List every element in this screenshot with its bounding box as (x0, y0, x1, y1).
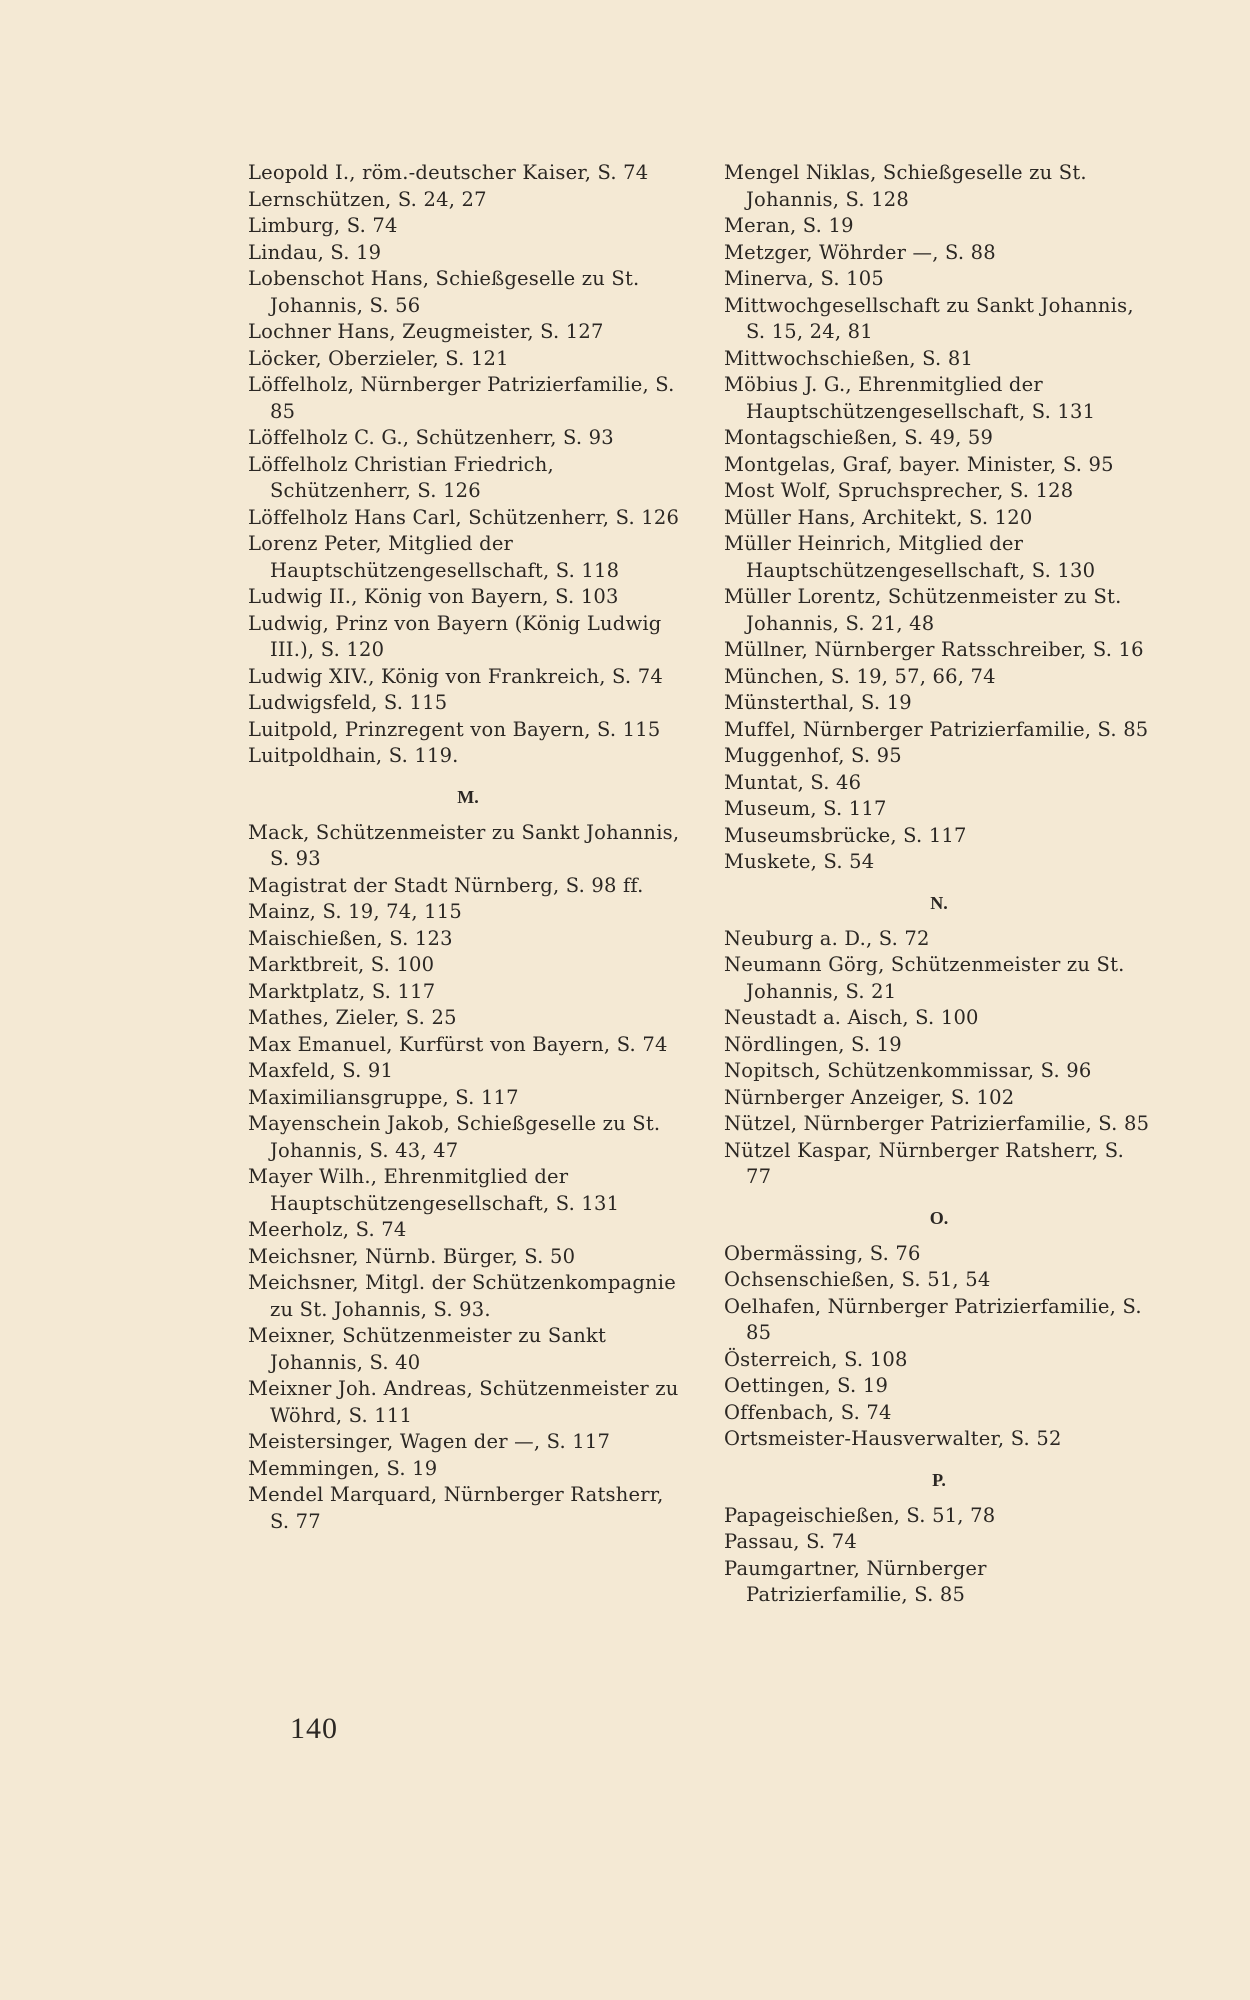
index-entry: Ludwig XIV., König von Frankreich, S. 74 (248, 664, 663, 688)
index-entry: Obermässing, S. 76 (724, 1241, 921, 1265)
index-entry: Mayenschein Jakob, Schießgeselle zu St. Johannis, S. 43, 47 (248, 1112, 661, 1162)
index-entry: Nürnberger Anzeiger, S. 102 (724, 1085, 1015, 1109)
index-entry: Muggenhof, S. 95 (724, 744, 902, 767)
index-entry: Ludwig II., König von Bayern, S. 103 (248, 585, 619, 608)
index-entry: Montagschießen, S. 49, 59 (724, 426, 994, 449)
index-entry: Neumann Görg, Schützenmeister zu St. Johannis, S. 21 (724, 953, 1125, 1003)
index-entry: Meran, S. 19 (724, 214, 854, 237)
index-entry: Lernschützen, S. 24, 27 (248, 187, 487, 211)
index-entry: Max Emanuel, Kurfürst von Bayern, S. 74 (248, 1032, 668, 1056)
index-entry: Löcker, Oberzieler, S. 121 (248, 346, 509, 370)
index-entry: Mittwochschießen, S. 81 (724, 346, 974, 370)
section-letter-heading: P. (932, 1469, 946, 1490)
index-entry: Minerva, S. 105 (724, 267, 884, 290)
index-entry: Löffelholz, Nürnberger Patrizierfamilie, S. 85 (248, 373, 675, 423)
index-entry: Müller Heinrich, Mitglied der Hauptschützengesellschaft, S. 130 (724, 532, 1096, 582)
index-entry: Oelhafen, Nürnberger Patrizierfamilie, S. 85 (724, 1294, 1142, 1344)
index-column-right (724, 160, 1154, 1609)
index-entry: Montgelas, Graf, bayer. Minister, S. 95 (724, 452, 1114, 476)
index-entry: Lindau, S. 19 (248, 240, 382, 264)
index-entry: Mendel Marquard, Nürnberger Ratsherr, S. 77 (248, 1483, 664, 1533)
index-entry: Muntat, S. 46 (724, 770, 862, 794)
index-entry: Münsterthal, S. 19 (724, 691, 912, 714)
index-entry: Mainz, S. 19, 74, 115 (248, 900, 462, 923)
index-entry: Ludwigsfeld, S. 115 (248, 691, 448, 714)
index-entry: Memmingen, S. 19 (248, 1456, 438, 1480)
index-entry: Maximiliansgruppe, S. 117 (248, 1085, 519, 1109)
index-entry: Ortsmeister-Hausverwalter, S. 52 (724, 1427, 1062, 1450)
index-entry: Offenbach, S. 74 (724, 1400, 892, 1424)
index-entry: Metzger, Wöhrder —, S. 88 (724, 240, 996, 264)
index-entry: Leopold I., röm.-deutscher Kaiser, S. 74 (248, 161, 649, 184)
index-entry: Mayer Wilh., Ehrenmitglied der Hauptschützengesellschaft, S. 131 (248, 1165, 620, 1215)
index-entry: Muffel, Nürnberger Patrizierfamilie, S. 85 (724, 717, 1149, 741)
index-entry: Österreich, S. 108 (724, 1347, 908, 1371)
index-entry: Papageischießen, S. 51, 78 (724, 1503, 996, 1527)
index-entry: Passau, S. 74 (724, 1530, 857, 1553)
index-entry: Museum, S. 117 (724, 797, 887, 820)
page-number: 140 (290, 1712, 338, 1745)
index-entry: Mathes, Zieler, S. 25 (248, 1006, 457, 1029)
index-entry: Muskete, S. 54 (724, 850, 875, 873)
index-entry: Paumgartner, Nürnberger Patrizierfamilie, S. 85 (724, 1556, 987, 1606)
index-entry: Meerholz, S. 74 (248, 1218, 407, 1241)
index-entry: Marktplatz, S. 117 (248, 979, 436, 1003)
index-entry: Nördlingen, S. 19 (724, 1032, 902, 1056)
index-entry: Limburg, S. 74 (248, 214, 398, 237)
index-entry: Lochner Hans, Zeugmeister, S. 127 (248, 320, 604, 343)
index-entry: Neustadt a. Aisch, S. 100 (724, 1006, 979, 1029)
index-entry: Ludwig, Prinz von Bayern (König Ludwig III.), S. 120 (248, 611, 662, 661)
index-entry: Luitpold, Prinzregent von Bayern, S. 115 (248, 717, 661, 741)
index-entry: Möbius J. G., Ehrenmitglied der Hauptschützengesellschaft, S. 131 (724, 373, 1096, 423)
index-entry: Oettingen, S. 19 (724, 1374, 889, 1397)
index-entry: Löffelholz Christian Friedrich, Schützenherr, S. 126 (248, 452, 554, 502)
index-entry: Maischießen, S. 123 (248, 926, 453, 950)
index-entry: Marktbreit, S. 100 (248, 953, 435, 976)
index-entry: Nützel, Nürnberger Patrizierfamilie, S. 85 (724, 1112, 1150, 1135)
index-entry: Neuburg a. D., S. 72 (724, 926, 930, 950)
index-entry: Maxfeld, S. 91 (248, 1059, 394, 1082)
index-entry: Luitpoldhain, S. 119. (248, 744, 459, 767)
index-entry: Magistrat der Stadt Nürnberg, S. 98 ff. (248, 873, 644, 897)
index-entry: Nützel Kaspar, Nürnberger Ratsherr, S. 77 (724, 1138, 1125, 1188)
index-entry: Löffelholz C. G., Schützenherr, S. 93 (248, 426, 614, 449)
index-column-left (248, 160, 688, 1535)
index-entry: Most Wolf, Spruchsprecher, S. 128 (724, 479, 1074, 502)
section-letter-heading: O. (929, 1207, 949, 1228)
index-entry: Meistersinger, Wagen der —, S. 117 (248, 1430, 611, 1453)
index-entry: Meixner, Schützenmeister zu Sankt Johannis, S. 40 (248, 1324, 607, 1374)
index-entry: Mack, Schützenmeister zu Sankt Johannis, S. 93 (248, 820, 680, 870)
index-entry: Meichsner, Mitgl. der Schützenkompagnie zu St. Johannis, S. 93. (248, 1271, 676, 1321)
index-entry: Ochsenschießen, S. 51, 54 (724, 1268, 991, 1291)
index-entry: München, S. 19, 57, 66, 74 (724, 664, 996, 688)
section-letter-heading: N. (930, 892, 948, 913)
index-entry: Nopitsch, Schützenkommissar, S. 96 (724, 1059, 1092, 1082)
section-letter-heading: M. (457, 786, 479, 807)
index-entry: Müller Hans, Architekt, S. 120 (724, 505, 1033, 529)
index-entry: Meichsner, Nürnb. Bürger, S. 50 (248, 1244, 576, 1268)
index-entry: Müller Lorentz, Schützenmeister zu St. Johannis, S. 21, 48 (724, 585, 1122, 635)
index-entry: Löffelholz Hans Carl, Schützenherr, S. 126 (248, 505, 680, 529)
index-entry: Müllner, Nürnberger Ratsschreiber, S. 16 (724, 638, 1144, 661)
index-entry: Meixner Joh. Andreas, Schützenmeister zu Wöhrd, S. 111 (248, 1377, 679, 1427)
index-entry: Mittwochgesellschaft zu Sankt Johannis, S. 15, 24, 81 (724, 293, 1134, 343)
index-entry: Lorenz Peter, Mitglied der Hauptschützengesellschaft, S. 118 (248, 532, 620, 582)
index-entry: Mengel Niklas, Schießgeselle zu St. Johannis, S. 128 (724, 161, 1087, 211)
index-entry: Museumsbrücke, S. 117 (724, 823, 967, 847)
index-entry: Lobenschot Hans, Schießgeselle zu St. Johannis, S. 56 (248, 267, 640, 317)
